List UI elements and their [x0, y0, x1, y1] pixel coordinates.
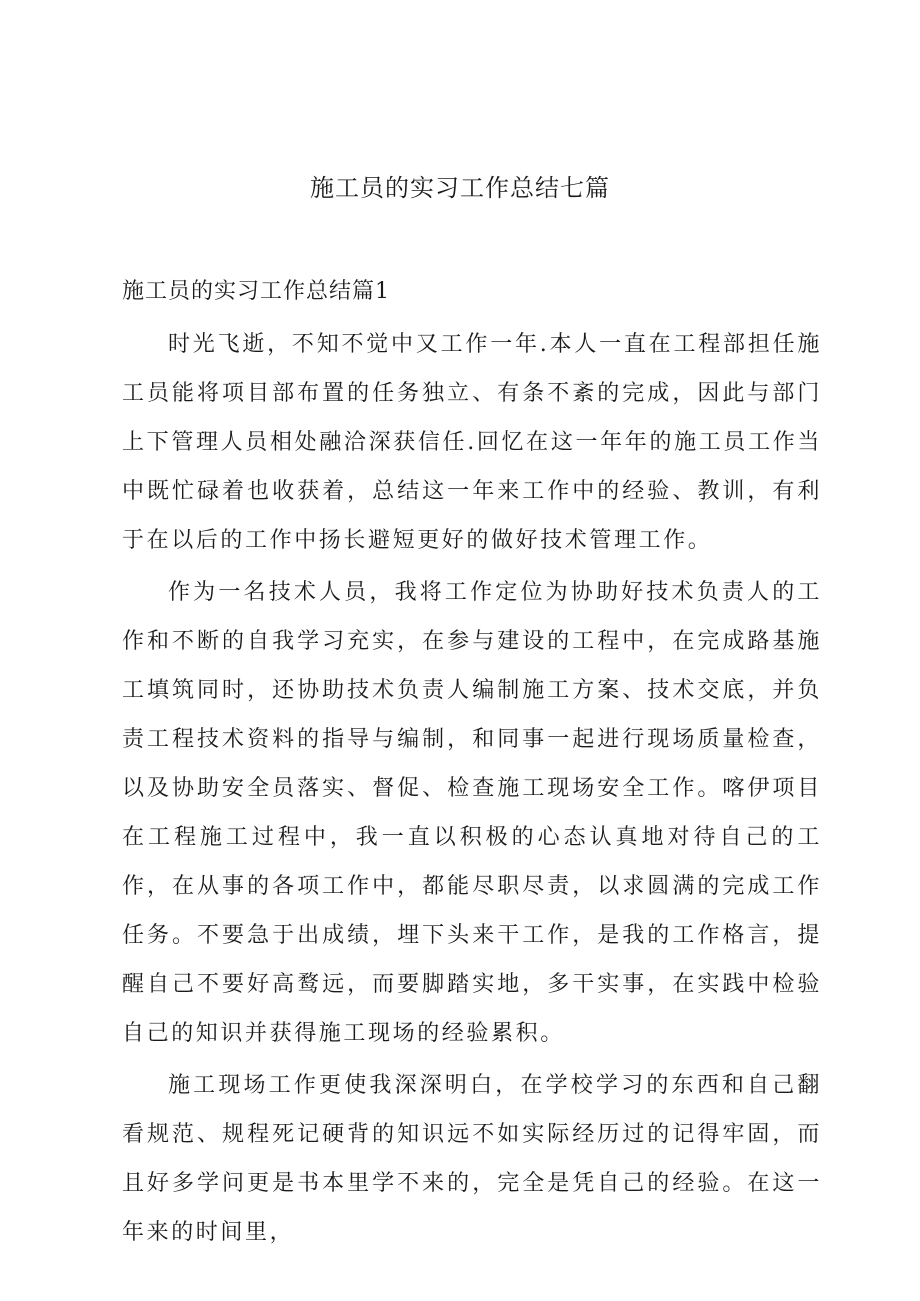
section-heading: 施工员的实习工作总结篇1 — [122, 279, 390, 304]
document-title: 施工员的实习工作总结七篇 — [310, 174, 610, 202]
paragraph: 时光飞逝，不知不觉中又工作一年.本人一直在工程部担任施工员能将项目部布置的任务独立、有条不紊的完成，因此与部门上下管理人员相处融洽深获信任.回忆在这一年年的施工员工作当中既忙碌着也收获着，总结这一年来工作中的经验、教训，有利于在以后的工作中扬长避短更好的做好技术管理工作。 — [122, 332, 822, 553]
document-body — [122, 320, 822, 1260]
paragraph: 作为一名技术人员，我将工作定位为协助好技术负责人的工作和不断的自我学习充实，在参与建设的工程中，在完成路基施工填筑同时，还协助技术负责人编制施工方案、技术交底，并负责工程技术资料的指导与编制，和同事一起进行现场质量检查，以及协助安全员落实、督促、检查施工现场安全工作。喀伊项目在工程施工过程中，我一直以积极的心态认真地对待自己的工作，在从事的各项工作中，都能尽职尽责，以求圆满的完成工作任务。不要急于出成绩，埋下头来干工作，是我的工作格言，提醒自己不要好高鹜远，而要脚踏实地，多干实事，在实践中检验自己的知识并获得施工现场的经验累积。 — [122, 580, 822, 1046]
paragraph: 施工现场工作更使我深深明白，在学校学习的东西和自己翻看规范、规程死记硬背的知识远不如实际经历过的记得牢固，而且好多学问更是书本里学不来的，完全是凭自己的经验。在这一年来的时间里， — [122, 1073, 822, 1245]
